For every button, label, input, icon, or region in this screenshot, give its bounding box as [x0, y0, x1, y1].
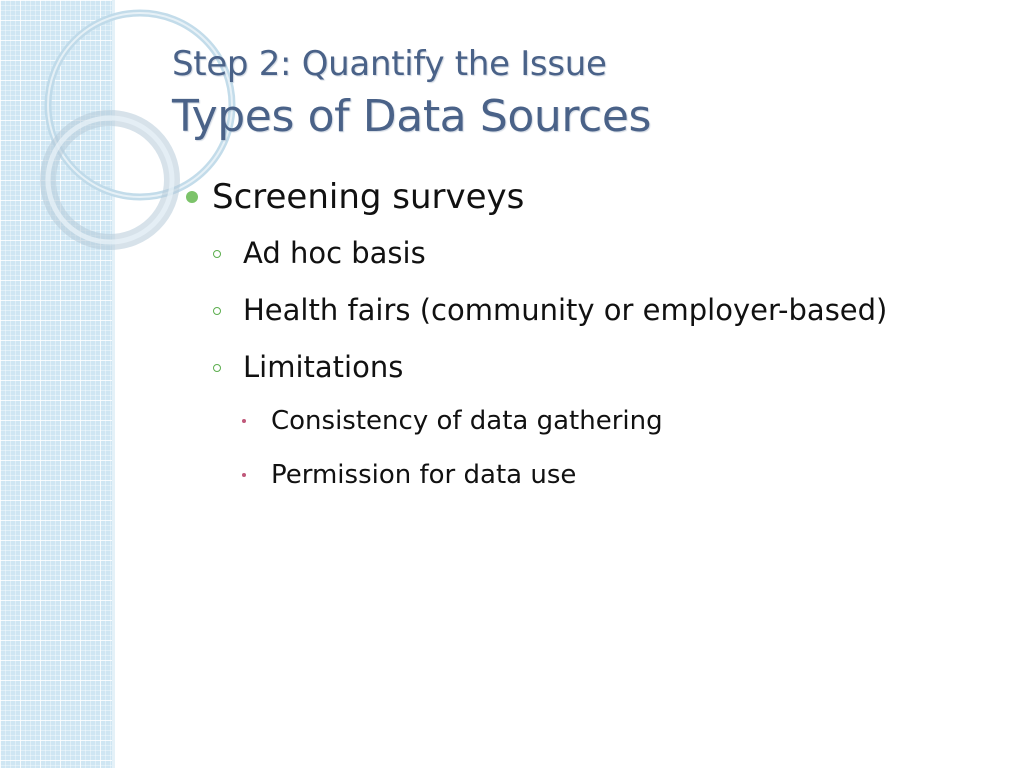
sub-bullet-item [182, 344, 942, 391]
bullet-list [182, 174, 942, 495]
title-line-2: Types of Data Sources [172, 91, 652, 142]
title-line-1: Step 2: Quantify the Issue [172, 44, 607, 84]
bullet-item [182, 174, 942, 220]
bullet-text: Permission for data use [271, 460, 577, 490]
sub-sub-bullet-item [182, 401, 942, 441]
bullet-small-dot-icon [242, 419, 246, 423]
sub-bullet-item [182, 287, 942, 334]
bullet-text: Limitations [243, 350, 404, 384]
slide-title [172, 40, 651, 146]
sub-sub-bullet-item [182, 455, 942, 495]
bullet-text: Consistency of data gathering [271, 406, 663, 436]
bullet-text: Ad hoc basis [243, 236, 426, 270]
bullet-ring-icon [213, 364, 221, 372]
sub-bullet-item [182, 230, 942, 277]
bullet-text: Screening surveys [212, 177, 525, 217]
bullet-dot-icon [186, 191, 198, 203]
bullet-ring-icon [213, 307, 221, 315]
bullet-text: Health fairs (community or employer-based) [243, 293, 888, 327]
bullet-ring-icon [213, 250, 221, 258]
bullet-small-dot-icon [242, 473, 246, 477]
